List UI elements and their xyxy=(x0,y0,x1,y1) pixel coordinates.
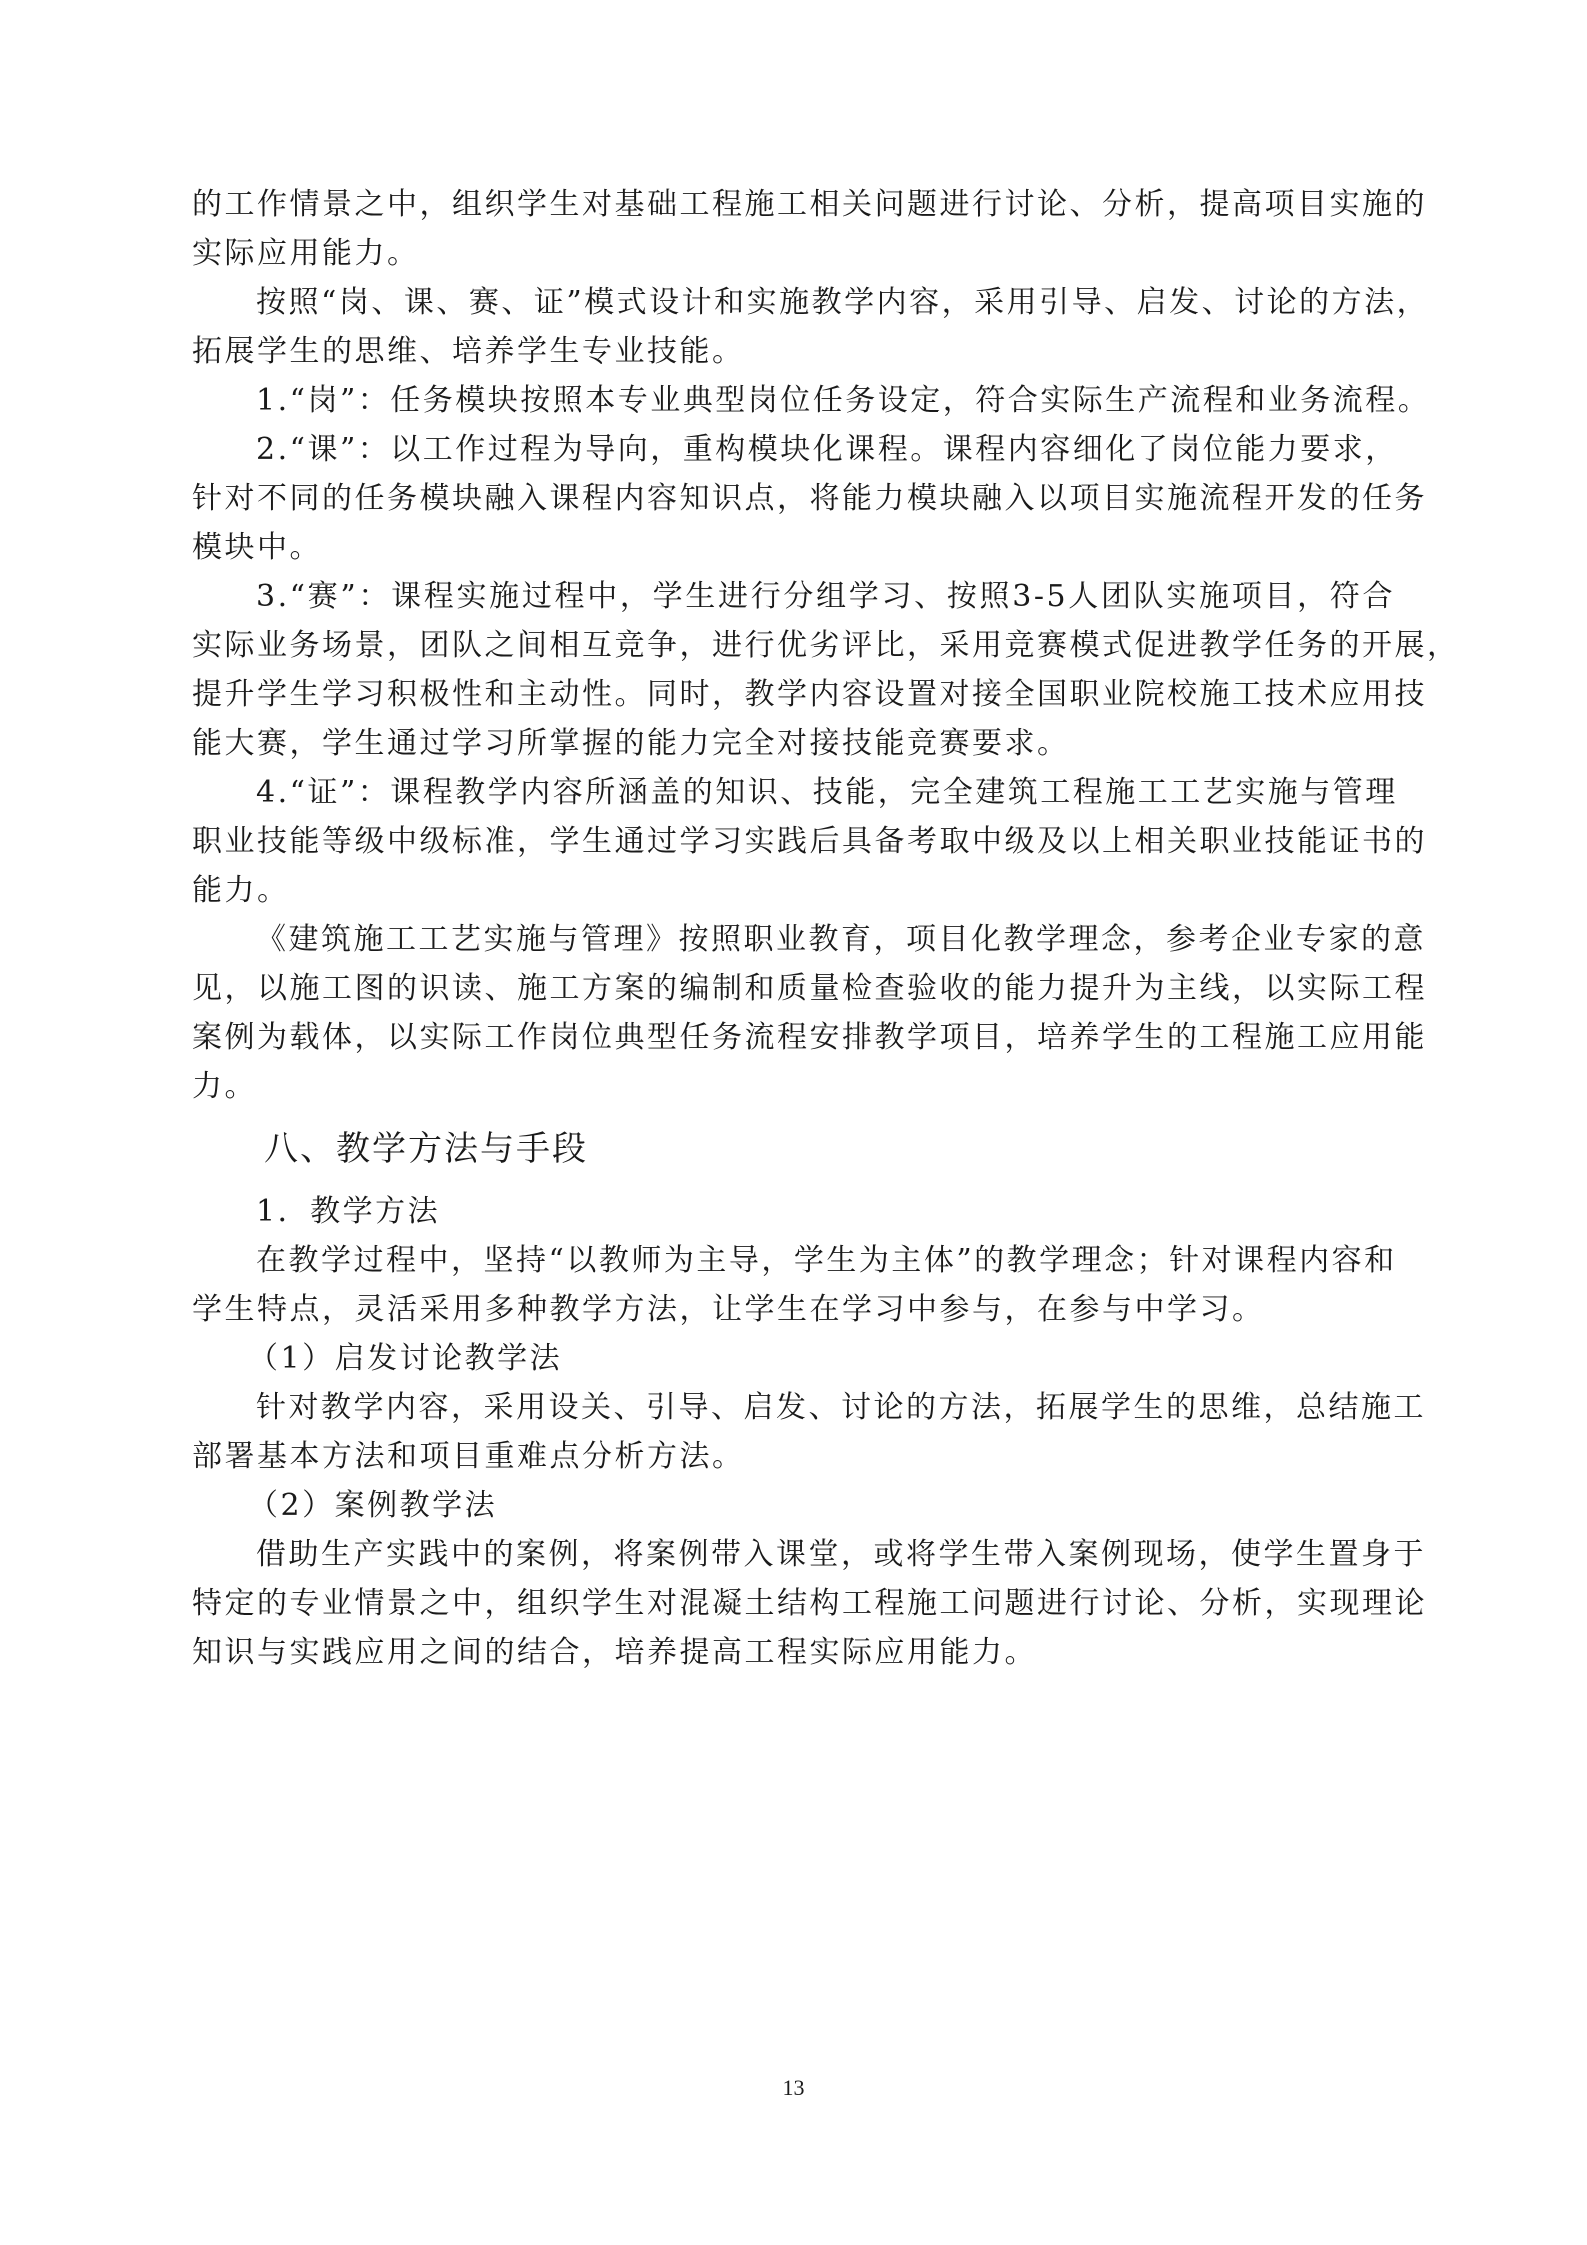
paragraph-line: 2.“课”：以工作过程为导向，重构模块化课程。课程内容细化了岗位能力要求， xyxy=(256,432,1398,467)
item-title: （2）案例教学法 xyxy=(248,1488,498,1523)
page-number: 13 xyxy=(782,2075,805,2100)
paragraph-line: 拓展学生的思维、培养学生专业技能。 xyxy=(192,334,745,369)
paragraph-line: 学生特点，灵活采用多种教学方法，让学生在学习中参与，在参与中学习。 xyxy=(192,1292,1265,1327)
paragraph-line: 案例为载体，以实际工作岗位典型任务流程安排教学项目，培养学生的工程施工应用能 xyxy=(192,1020,1427,1055)
paragraph-line: 4.“证”：课程教学内容所涵盖的知识、技能，完全建筑工程施工工艺实施与管理 xyxy=(256,775,1398,810)
paragraph-line: 能力。 xyxy=(192,873,290,908)
item-title: （1）启发讨论教学法 xyxy=(248,1341,563,1376)
paragraph-line: 实际业务场景，团队之间相互竞争，进行优劣评比，采用竞赛模式促进教学任务的开展， xyxy=(192,628,1460,663)
paragraph-line: 特定的专业情景之中，组织学生对混凝土结构工程施工问题进行讨论、分析，实现理论 xyxy=(192,1586,1427,1621)
paragraph-line: 模块中。 xyxy=(192,530,322,565)
paragraph-line: 见，以施工图的识读、施工方案的编制和质量检查验收的能力提升为主线，以实际工程 xyxy=(192,971,1427,1006)
paragraph-line: 《建筑施工工艺实施与管理》按照职业教育，项目化教学理念，参考企业专家的意 xyxy=(256,922,1426,957)
paragraph-line: 针对教学内容，采用设关、引导、启发、讨论的方法，拓展学生的思维，总结施工 xyxy=(256,1390,1426,1425)
paragraph-line: 针对不同的任务模块融入课程内容知识点，将能力模块融入以项目实施流程开发的任务 xyxy=(192,481,1427,516)
paragraph-line: 提升学生学习积极性和主动性。同时，教学内容设置对接全国职业院校施工技术应用技 xyxy=(192,677,1427,712)
paragraph-line: 能大赛，学生通过学习所掌握的能力完全对接技能竞赛要求。 xyxy=(192,726,1070,761)
paragraph-line: 3.“赛”：课程实施过程中，学生进行分组学习、按照3-5人团队实施项目，符合 xyxy=(256,579,1395,614)
paragraph-line: 在教学过程中，坚持“以教师为主导，学生为主体”的教学理念；针对课程内容和 xyxy=(256,1243,1397,1278)
paragraph-line: 借助生产实践中的案例，将案例带入课堂，或将学生带入案例现场，使学生置身于 xyxy=(256,1537,1426,1572)
paragraph-line: 实际应用能力。 xyxy=(192,236,420,271)
paragraph-line: 按照“岗、课、赛、证”模式设计和实施教学内容，采用引导、启发、讨论的方法， xyxy=(256,285,1430,320)
paragraph-line: 知识与实践应用之间的结合，培养提高工程实际应用能力。 xyxy=(192,1635,1037,1670)
paragraph-line: 力。 xyxy=(192,1069,257,1104)
paragraph-line: 的工作情景之中，组织学生对基础工程施工相关问题进行讨论、分析，提高项目实施的 xyxy=(192,187,1427,222)
section-heading: 八、教学方法与手段 xyxy=(264,1129,588,1169)
paragraph-line: 职业技能等级中级标准，学生通过学习实践后具备考取中级及以上相关职业技能证书的 xyxy=(192,824,1427,859)
paragraph-line: 1.“岗”：任务模块按照本专业典型岗位任务设定，符合实际生产流程和业务流程。 xyxy=(256,383,1431,418)
paragraph-line: 部署基本方法和项目重难点分析方法。 xyxy=(192,1439,745,1474)
subsection-title: 1．教学方法 xyxy=(256,1194,441,1229)
